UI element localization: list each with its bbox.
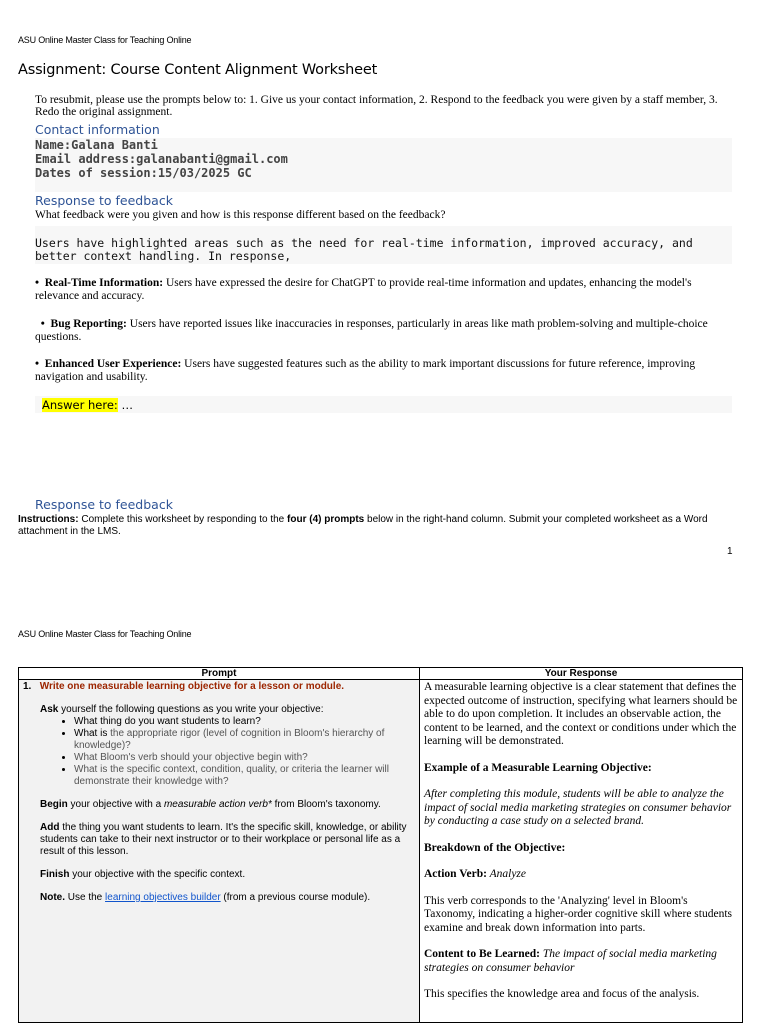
example-heading: Example of a Measurable Learning Objective: bbox=[424, 761, 652, 774]
add-bold: Add bbox=[40, 822, 60, 833]
contact-email: Email address:galanabanti@gmail.com bbox=[35, 152, 288, 166]
begin-italic: measurable action verb* bbox=[163, 799, 272, 810]
intro-text: To resubmit, please use the prompts below to: 1. Give us your contact information, 2. Respond to the feedback you were given by a staff member, 3. Redo the original assignment. bbox=[35, 94, 718, 118]
bullet-icon: • bbox=[35, 318, 51, 330]
bullet-label: Real-Time Information: bbox=[44, 277, 164, 289]
verb-line bbox=[424, 868, 738, 882]
ask-line bbox=[40, 704, 415, 716]
table-row bbox=[19, 680, 743, 1023]
note-bold: Note. bbox=[40, 892, 65, 903]
response-heading-2: Response to feedback bbox=[35, 497, 173, 512]
instructions bbox=[18, 514, 738, 537]
ask-item-text: What is bbox=[74, 728, 111, 739]
bullet-icon: • bbox=[35, 358, 45, 370]
bullet-item-bugs bbox=[35, 318, 725, 344]
content-label: Content to Be Learned: bbox=[424, 948, 540, 960]
verb-value: Analyze bbox=[486, 868, 527, 880]
ask-item-grey: the appropriate rigor (level of cognition in Bloom's hierarchy of knowledge)? bbox=[74, 728, 385, 751]
list-item bbox=[74, 764, 415, 788]
note-text-1: Use the bbox=[65, 892, 106, 903]
response-question: What feedback were you given and how is this response different based on the feedback? bbox=[35, 209, 446, 221]
page-number: 1 bbox=[727, 546, 733, 557]
page-title: Assignment: Course Content Alignment Worksheet bbox=[18, 62, 378, 78]
instructions-text-2: below in the right-hand column. Submit your completed worksheet as a Word attachment in the LMS. bbox=[18, 514, 708, 537]
example-text: After completing this module, students will be able to analyze the impact of social media marketing strategies on consumer behavior by conducting a case study on a selected brand. bbox=[424, 788, 732, 827]
response-heading: Response to feedback bbox=[35, 193, 173, 208]
prompt-cell bbox=[19, 680, 420, 1023]
contact-heading: Contact information bbox=[35, 122, 160, 137]
response-text-box[interactable] bbox=[35, 226, 732, 264]
learning-objectives-builder-link[interactable]: learning objectives builder bbox=[105, 892, 221, 903]
worksheet-table bbox=[18, 667, 743, 1023]
begin-line bbox=[40, 799, 415, 811]
instructions-bold: four (4) prompts bbox=[287, 514, 365, 525]
begin-text-1: your objective with a bbox=[67, 799, 164, 810]
page-header: ASU Online Master Class for Teaching Online bbox=[18, 35, 192, 45]
content-line bbox=[424, 948, 738, 975]
list-item bbox=[74, 728, 415, 752]
answer-field[interactable] bbox=[35, 396, 732, 413]
bullet-text: Users have expressed the desire for ChatGPT to provide real-time information and updates, enhancing the model's relevance and accuracy. bbox=[35, 277, 692, 302]
verb-label: Action Verb: bbox=[424, 868, 487, 880]
ask-text: yourself the following questions as you write your objective: bbox=[58, 704, 324, 715]
bullet-text: Users have reported issues like inaccuracies in responses, particularly in areas like math problem-solving and multiple-choice questions. bbox=[35, 318, 708, 343]
add-line bbox=[40, 822, 415, 858]
table-header-row bbox=[19, 668, 743, 680]
prompt-column-header: Prompt bbox=[19, 668, 420, 680]
bullet-text: Users have suggested features such as the ability to mark important discussions for future reference, improving navigation and usability. bbox=[35, 358, 696, 383]
begin-text-2: from Bloom's taxonomy. bbox=[271, 799, 381, 810]
bullet-item-realtime bbox=[35, 277, 725, 303]
ask-bold: Ask bbox=[40, 704, 59, 715]
instructions-label: Instructions: bbox=[18, 514, 79, 525]
response-cell[interactable] bbox=[420, 680, 743, 1023]
ask-item-grey: What Bloom's verb should your objective begin with? bbox=[74, 752, 308, 763]
response-definition: A measurable learning objective is a clear statement that defines the expected outcome of instruction, specifying what learners should be able to do upon completion. It includes an observable action, the content to be learned, and the context or conditions under which the learning will be demonstrated. bbox=[424, 681, 738, 747]
list-item bbox=[74, 752, 415, 764]
contact-dates: Dates of session:15/03/2025 GC bbox=[35, 166, 252, 180]
note-line bbox=[40, 892, 415, 904]
content-value: The impact of social media marketing strategies on consumer behavior bbox=[424, 948, 717, 974]
breakdown-heading: Breakdown of the Objective: bbox=[424, 841, 566, 854]
bullet-label: Bug Reporting: bbox=[50, 318, 127, 330]
list-item bbox=[74, 716, 415, 728]
answer-label: Answer here: bbox=[42, 398, 118, 412]
finish-bold: Finish bbox=[40, 869, 70, 880]
ask-item-text: What thing do you want students to learn? bbox=[74, 716, 261, 727]
contact-info-box[interactable] bbox=[35, 138, 732, 192]
bullet-label: Enhanced User Experience: bbox=[44, 358, 182, 370]
finish-line bbox=[40, 869, 415, 881]
verb-explain: This verb corresponds to the 'Analyzing' level in Bloom's Taxonomy, indicating a higher-order cognitive skill where students examine and break down information into parts. bbox=[424, 894, 733, 934]
note-text-2: (from a previous course module). bbox=[220, 892, 371, 903]
contact-name: Name:Galana Banti bbox=[35, 138, 158, 152]
answer-value: … bbox=[117, 398, 133, 412]
response-text: Users have highlighted areas such as the need for real-time information, improved accuracy, and better context handling. In response, bbox=[35, 236, 693, 263]
prompt-question-text: Write one measurable learning objective for a lesson or module. bbox=[39, 681, 345, 692]
page-header-2: ASU Online Master Class for Teaching Online bbox=[18, 629, 192, 639]
prompt-number: 1. bbox=[23, 681, 32, 692]
ask-list bbox=[40, 716, 415, 788]
prompt-question bbox=[23, 681, 415, 693]
finish-text: your objective with the specific context. bbox=[69, 869, 246, 880]
instructions-text-1: Complete this worksheet by responding to the bbox=[78, 514, 288, 525]
begin-bold: Begin bbox=[40, 799, 68, 810]
add-text: the thing you want students to learn. It's the specific skill, knowledge, or ability students can take to their next instructor or to their workplace or personal life as a result of this lesson. bbox=[40, 822, 407, 857]
bullet-icon: • bbox=[35, 277, 45, 289]
ask-item-grey: What is the specific context, condition, quality, or criteria the learner will demonstrate their knowledge with? bbox=[74, 764, 389, 787]
content-explain: This specifies the knowledge area and focus of the analysis. bbox=[424, 988, 700, 1000]
bullet-item-ux bbox=[35, 358, 725, 384]
response-column-header: Your Response bbox=[420, 668, 743, 680]
